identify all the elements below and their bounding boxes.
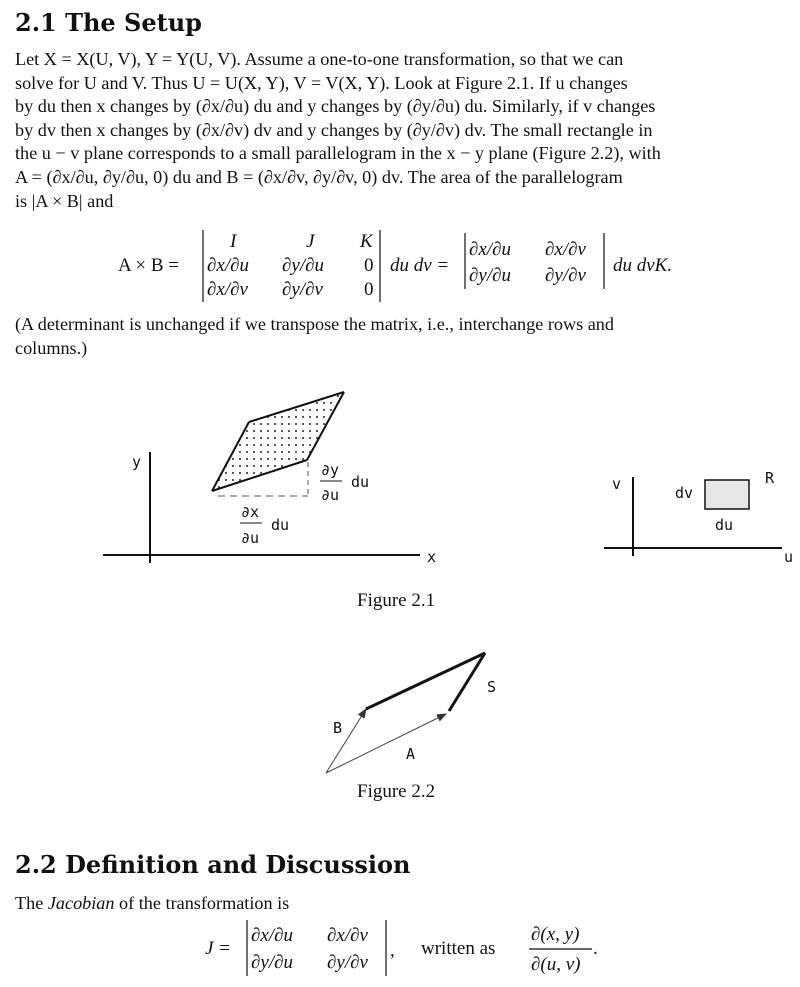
section-heading-definition: 2.2 Definition and Discussion bbox=[15, 850, 411, 879]
dv-label: dv bbox=[675, 484, 694, 502]
det-entry-r1c2: ∂x/∂v bbox=[545, 239, 586, 260]
jacobian-r1c2: ∂x/∂v bbox=[327, 925, 368, 946]
dy-numerator: ∂y bbox=[321, 461, 340, 479]
dy-du-label: du bbox=[351, 473, 370, 491]
det-entry-r2c2: ∂y/∂v bbox=[545, 265, 586, 286]
x-axis-label: x bbox=[427, 548, 437, 566]
jacobian-frac-denominator: ∂(u, v) bbox=[531, 954, 581, 975]
jacobian-term: Jacobian bbox=[47, 893, 115, 913]
eq1-tail: du dvK. bbox=[613, 255, 673, 276]
jacobian-r2c2: ∂y/∂v bbox=[327, 952, 368, 973]
figure-2-2-caption: Figure 2.2 bbox=[357, 781, 436, 802]
eq2-lhs: J = bbox=[205, 938, 232, 959]
jacobian-text-before: The bbox=[15, 893, 44, 913]
det-entry-r1c1: ∂x/∂u bbox=[469, 239, 511, 260]
dy-denominator: ∂u bbox=[321, 486, 340, 504]
figure-2-2 bbox=[0, 640, 800, 780]
eq2-written-as: written as bbox=[421, 938, 496, 959]
jacobian-text-after: of the transformation is bbox=[119, 893, 290, 913]
jacobian-r1c1: ∂x/∂u bbox=[251, 925, 293, 946]
matrix-entry-j: J bbox=[306, 231, 315, 252]
vector-b-label: B bbox=[333, 719, 343, 737]
matrix-entry-r3c3: 0 bbox=[364, 279, 374, 300]
u-axis-label: u bbox=[784, 548, 794, 566]
dx-du-label: du bbox=[271, 516, 290, 534]
intro-paragraph bbox=[15, 48, 787, 213]
note-line-2: columns.) bbox=[15, 337, 88, 358]
eq2-comma: , bbox=[390, 940, 395, 961]
figure-2-1-caption: Figure 2.1 bbox=[357, 590, 436, 611]
intro-line-2: solve for U and V. Thus U = U(X, Y), V = V(X, Y). Look at Figure 2.1. If u changes bbox=[15, 72, 628, 93]
matrix-entry-r3c1: ∂x/∂v bbox=[207, 279, 248, 300]
matrix-entry-r3c2: ∂y/∂v bbox=[282, 279, 323, 300]
dx-numerator: ∂x bbox=[241, 503, 260, 521]
cross-product-equation bbox=[0, 225, 800, 305]
intro-line-3: by du then x changes by (∂x/∂u) du and y changes by (∂y/∂u) du. Similarly, if v changes bbox=[15, 96, 656, 117]
jacobian-frac-numerator: ∂(x, y) bbox=[531, 924, 580, 945]
intro-line-5: the u − v plane corresponds to a small parallelogram in the x − y plane (Figure 2.2), with bbox=[15, 143, 661, 164]
note-line-1: (A determinant is unchanged if we transpose the matrix, i.e., interchange rows and bbox=[15, 314, 614, 334]
transpose-note bbox=[15, 313, 787, 360]
y-axis-label: y bbox=[132, 453, 142, 471]
dx-denominator: ∂u bbox=[241, 529, 260, 547]
matrix-entry-r2c2: ∂y/∂u bbox=[282, 255, 324, 276]
jacobian-sentence bbox=[15, 892, 787, 916]
matrix-entry-i: I bbox=[230, 231, 237, 252]
r-label: R bbox=[765, 469, 775, 487]
eq1-mid: du dv = bbox=[390, 255, 450, 276]
du-label: du bbox=[715, 516, 734, 534]
v-axis-label: v bbox=[612, 475, 622, 493]
rectangle-r bbox=[705, 480, 749, 509]
intro-line-6: A = (∂x/∂u, ∂y/∂u, 0) du and B = (∂x/∂v, ∂y/∂v, 0) dv. The area of the parallelogram bbox=[15, 166, 623, 187]
intro-line-1: Let X = X(U, V), Y = Y(U, V). Assume a one-to-one transformation, so that we can bbox=[15, 49, 624, 69]
det-entry-r2c1: ∂y/∂u bbox=[469, 265, 511, 286]
section-heading-setup: 2.1 The Setup bbox=[15, 8, 202, 37]
matrix-entry-k: K bbox=[360, 231, 373, 252]
s-label: S bbox=[487, 678, 497, 696]
matrix-entry-r2c1: ∂x/∂u bbox=[207, 255, 249, 276]
vector-a-label: A bbox=[406, 745, 416, 763]
jacobian-equation bbox=[0, 918, 800, 984]
eq2-period: . bbox=[593, 938, 598, 959]
intro-line-7: is |A × B| and bbox=[15, 190, 114, 211]
intro-line-4: by dv then x changes by (∂x/∂v) dv and y changes by (∂y/∂v) dv. The small rectangle in bbox=[15, 119, 653, 140]
figure-2-1 bbox=[0, 380, 800, 580]
matrix-entry-r2c3: 0 bbox=[364, 255, 374, 276]
jacobian-r2c1: ∂y/∂u bbox=[251, 952, 293, 973]
eq1-lhs: A × B = bbox=[118, 255, 180, 276]
